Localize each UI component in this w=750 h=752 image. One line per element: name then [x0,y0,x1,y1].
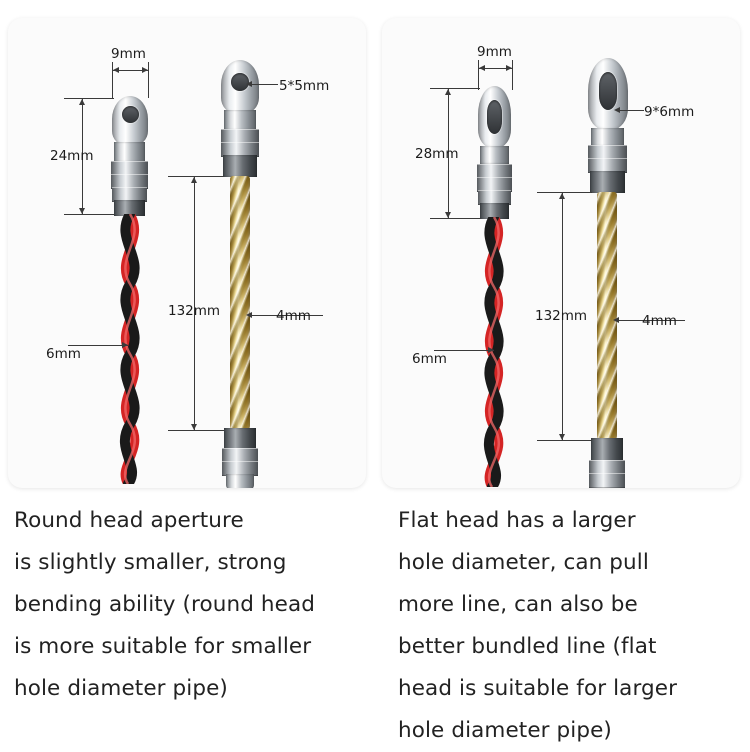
flat-hole-label: 9*6mm [644,104,695,120]
flat-steel-crimp-top [590,171,625,193]
round-length-ext-bottom [64,214,114,215]
caption-line: hole diameter pipe) [398,718,612,743]
round-width-arrow-left [113,67,119,73]
caption-line: Flat head has a larger [398,508,636,533]
panel-flat-head [382,8,742,748]
round-steel-dia-label: 4mm [276,308,311,324]
flat-len132-arrow-bottom [559,434,565,440]
caption-line: is more suitable for smaller [14,634,312,659]
round-length-arrow-top [79,99,85,105]
twisted-red-black-cable [102,214,162,484]
flat-steel-end-nut-2 [589,473,625,488]
round-width-arrow-right [142,67,148,73]
flat-cable-dia-arrow [488,347,494,353]
panel-round-head [8,8,368,748]
caption-line: hole diameter pipe) [14,676,228,701]
round-head-caption [14,500,366,710]
round-width-ext-right [148,62,149,98]
caption-line: head is suitable for larger [398,676,678,701]
round-hole-arrow [246,81,252,87]
round-len132-arrow-bottom [191,424,197,430]
flat-len132-label: 132mm [535,308,588,324]
round-hole-label: 5*5mm [279,78,330,94]
flat-steel-eyelet-hole [599,72,617,110]
round-steel-crimp-top [223,155,257,177]
flat-head-illustration-card [382,18,740,488]
caption-line: is slightly smaller, strong [14,550,287,575]
flat-length-ext-bottom [430,218,480,219]
flat-width-ext-right [512,60,513,90]
round-eyelet-hole [122,106,139,123]
flat-width-arrow-right [506,65,512,71]
round-width-label: 9mm [111,46,146,62]
round-len132-arrow-top [191,177,197,183]
round-steel-dia-arrow [246,312,252,318]
flat-eyelet-hole [487,100,502,134]
flat-cable-dia-label: 6mm [412,351,447,367]
round-steel-cable [230,176,250,430]
flat-twisted-red-black-cable [468,217,528,487]
round-head-illustration-card [8,18,366,488]
flat-steel-neck [591,128,624,146]
flat-hole-arrow [614,107,620,113]
round-steel-neck [224,110,256,130]
flat-head-caption [398,500,740,752]
caption-line: more line, can also be [398,592,638,617]
flat-head-ferrule [480,146,509,164]
round-length-ext-top [64,98,114,99]
flat-width-arrow-left [479,65,485,71]
caption-line: Round head aperture [14,508,244,533]
round-length-arrow-bottom [79,208,85,214]
round-length-label: 24mm [50,148,94,164]
flat-length-arrow-bottom [445,212,451,218]
flat-hole-leader [616,110,644,111]
round-cable-dia-arrow [122,342,128,348]
caption-line: better bundled line (flat [398,634,657,659]
round-len132-label: 132mm [168,303,221,319]
round-steel-end-tip [226,474,254,488]
round-hole-leader [248,84,278,85]
round-cable-dia-label: 6mm [46,346,81,362]
flat-steel-dia-label: 4mm [642,313,677,329]
round-steel-crimp-bottom [224,428,256,450]
flat-steel-cable [597,192,617,440]
flat-length-arrow-top [445,89,451,95]
round-len132-ext-bottom [168,430,224,431]
round-head-ferrule [114,142,145,162]
flat-length-ext-top [430,88,480,89]
flat-steel-crimp-bottom [591,438,623,462]
flat-len132-arrow-top [559,193,565,199]
flat-len132-ext-bottom [537,440,592,441]
caption-line: bending ability (round head [14,592,315,617]
flat-length-label: 28mm [415,146,459,162]
flat-steel-dia-arrow [613,317,619,323]
flat-width-label: 9mm [477,44,512,60]
caption-line: hole diameter, can pull [398,550,649,575]
